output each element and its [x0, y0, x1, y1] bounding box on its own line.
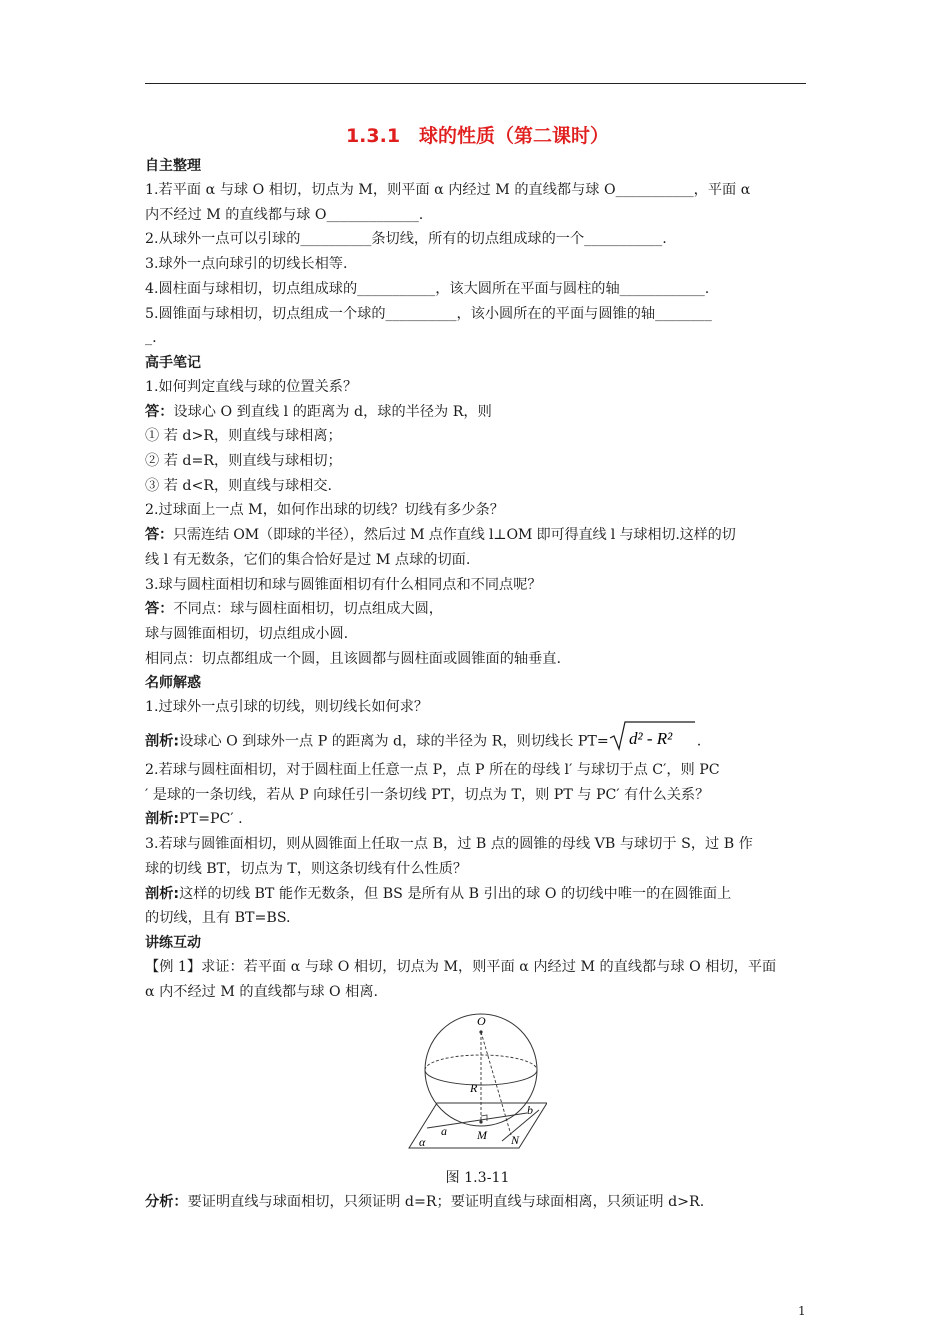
label-M: M [477, 1128, 487, 1143]
answer-text: PT=PC′ . [179, 811, 243, 828]
page-number: 1 [798, 1304, 806, 1318]
answer-text: 不同点：球与圆柱面相切，切点组成大圆， [173, 601, 443, 618]
answer-label: 剖析: [145, 733, 180, 750]
answer-line [145, 720, 810, 758]
figure-sphere-tangent-plane [145, 1004, 810, 1164]
text-line: 4.圆柱面与球相切，切点组成球的___________，该大圆所在平面与圆柱的轴____________. [145, 280, 710, 297]
text-line: 内不经过 M 的直线都与球 O_____________. [145, 206, 424, 223]
answer-text: 设球心 O 到直线 l 的距离为 d，球的半径为 R，则 [173, 403, 492, 420]
analysis-text: 要证明直线与球面相切，只须证明 d=R；要证明直线与球面相离，只须证明 d>R. [187, 1194, 705, 1211]
page-title: 1.3.1 球的性质（第二课时） [345, 125, 610, 147]
text-line: 球与圆锥面相切，切点组成小圆. [145, 625, 349, 642]
section-heading-gaoshou: 高手笔记 [145, 354, 201, 371]
question-line: 3.球与圆柱面相切和球与圆锥面相切有什么相同点和不同点呢？ [145, 576, 542, 593]
sqrt-formula [609, 720, 697, 763]
point-M [479, 1121, 482, 1124]
text-line: 的切线，且有 BT=BS. [145, 910, 291, 927]
answer-text: 设球心 O 到球外一点 P 的距离为 d，球的半径为 R，则切线长 PT= [179, 733, 609, 750]
section-heading-zizhu: 自主整理 [145, 158, 201, 174]
answer-label: 答： [145, 601, 174, 618]
document-body [145, 118, 810, 1215]
label-R: R [470, 1081, 478, 1096]
label-alpha: α [419, 1135, 426, 1150]
formula-end: . [696, 733, 702, 750]
answer-line [145, 400, 810, 425]
analysis-line [145, 1190, 810, 1215]
text-line: 2.从球外一点可以引球的__________条切线，所有的切点组成球的一个___________. [145, 231, 667, 248]
case-line: ② 若 d=R，则直线与球相切； [145, 453, 342, 470]
question-line: 1.过球外一点引球的切线，则切线长如何求？ [145, 699, 429, 716]
text-line: 1.若平面 α 与球 O 相切，切点为 M，则平面 α 内经过 M 的直线都与球 O___________，平面 α [145, 182, 751, 198]
answer-line [145, 807, 810, 832]
sqrt-radicand: d² - R² [628, 729, 673, 749]
sphere-diagram [407, 1008, 547, 1163]
question-line: 2.过球面上一点 M，如何作出球的切线？切线有多少条？ [145, 502, 504, 519]
answer-line [145, 597, 810, 622]
case-line: ③ 若 d<R，则直线与球相交. [145, 477, 333, 494]
answer-text: 这样的切线 BT 能作无数条，但 BS 是所有从 B 引出的球 O 的切线中唯一的在圆锥面上 [179, 885, 732, 902]
analysis-label: 分析： [145, 1194, 188, 1211]
question-line: 2.若球与圆柱面相切，对于圆柱面上任意一点 P，点 P 所在的母线 l′ 与球切于点 C′，则 PC [145, 762, 720, 779]
example-text: 求证：若平面 α 与球 O 相切，切点为 M，则平面 α 内经过 M 的直线都与球 O 相切，平面 [201, 958, 777, 975]
point-O [479, 1031, 482, 1034]
label-a: a [441, 1124, 447, 1139]
label-N: N [511, 1133, 520, 1148]
example-label: 【例 1】 [145, 958, 202, 975]
question-line: ′ 是球的一条切线，若从 P 向球任引一条切线 PT，切点为 T，则 PT 与 PC′ 有什么关系？ [145, 786, 710, 803]
label-b: b [527, 1103, 533, 1118]
answer-line [145, 523, 810, 548]
question-line: 球的切线 BT，切点为 T，则这条切线有什么性质？ [145, 860, 468, 877]
case-line: ① 若 d>R，则直线与球相离； [145, 428, 342, 445]
answer-label: 剖析: [145, 811, 180, 828]
answer-label: 答： [145, 527, 173, 544]
text-line: 3.球外一点向球引的切线长相等. [145, 256, 348, 273]
text-line: 相同点：切点都组成一个圆，且该圆都与圆柱面或圆锥面的轴垂直. [145, 650, 561, 667]
text-line: 线 l 有无数条，它们的集合恰好是过 M 点球的切面. [145, 551, 471, 568]
question-line: 3.若球与圆锥面相切，则从圆锥面上任取一点 B，过 B 点的圆锥的母线 VB 与球切于 S，过 B 作 [145, 836, 753, 853]
header-rule [145, 83, 806, 84]
answer-label: 答： [145, 403, 174, 420]
example-line: α 内不经过 M 的直线都与球 O 相离. [145, 983, 379, 1000]
label-O: O [477, 1014, 486, 1029]
question-line: 1.如何判定直线与球的位置关系？ [145, 378, 358, 395]
answer-label: 剖析: [145, 885, 180, 902]
section-heading-mingshi: 名师解惑 [145, 675, 201, 692]
section-heading-jianglian: 讲练互动 [145, 934, 201, 951]
figure-caption: 图 1.3-11 [445, 1170, 510, 1187]
answer-line [145, 882, 810, 907]
text-line: 5.圆锥面与球相切，切点组成一个球的__________，该小圆所在的平面与圆锥的轴________ [145, 305, 712, 322]
text-line: _. [145, 330, 157, 347]
example-line [145, 955, 810, 980]
answer-text: 只需连结 OM（即球的半径），然后过 M 点作直线 l⊥OM 即可得直线 l 与球相切.这样的切 [172, 527, 736, 544]
